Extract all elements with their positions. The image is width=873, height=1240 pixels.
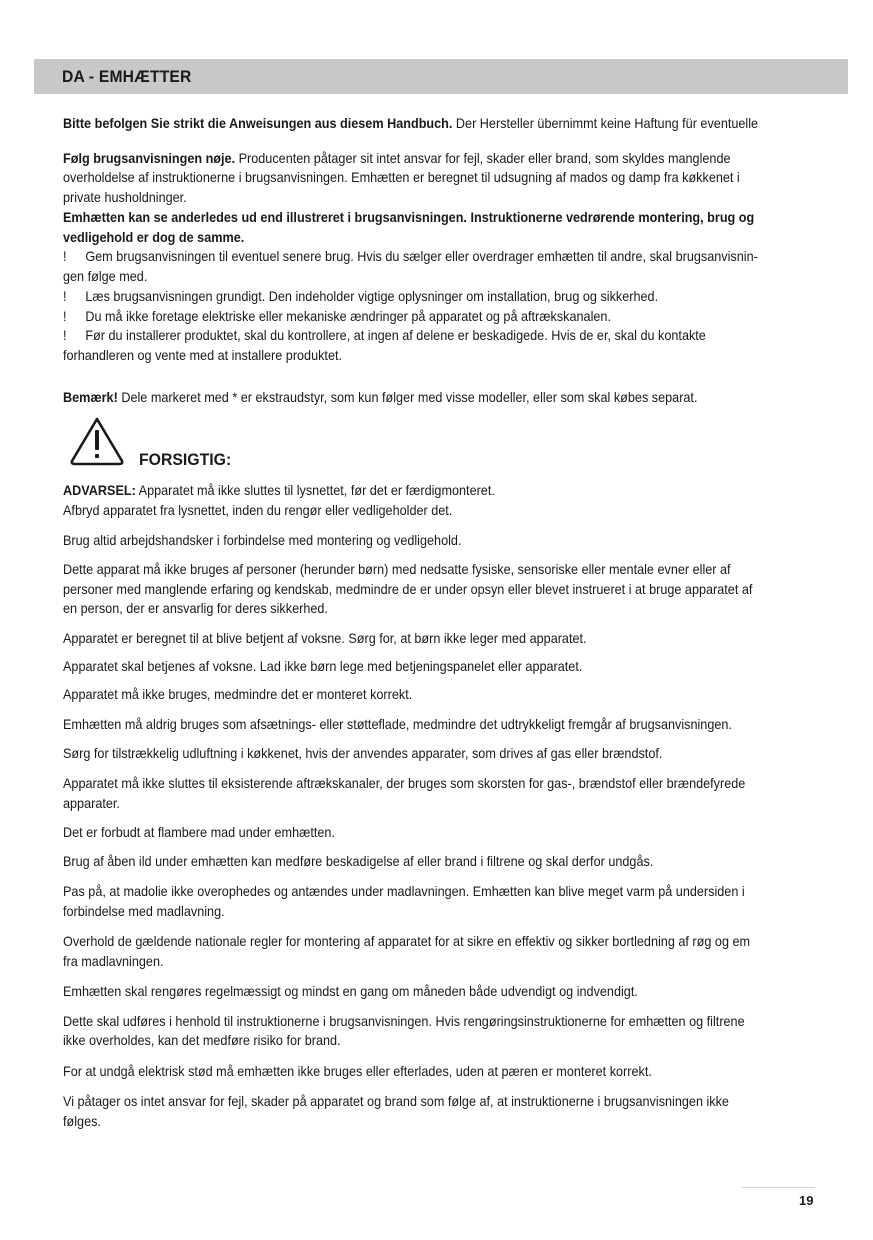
- warning-p15: For at undgå elektrisk stød må emhætten ikke bruges eller efterlades, uden at pæren er monteret korrekt.: [63, 1064, 652, 1079]
- bullet-2: [63, 287, 770, 307]
- warning-p3: Apparatet er beregnet til at blive betjent af voksne. Sørg for, at børn ikke leger med apparatet.: [63, 631, 587, 646]
- intro-german-rest: Der Hersteller übernimmt keine Haftung für eventuelle: [452, 116, 759, 131]
- bullet-1: [63, 247, 770, 267]
- warning-advarsel: [63, 481, 770, 501]
- note: [63, 388, 770, 408]
- warning-p10: Brug af åben ild under emhætten kan medføre beskadigelse af eller brand i filtrene og skal derfor undgås.: [63, 854, 654, 869]
- intro-line-2: overholdelse af instruktionerne i brugsanvisningen. Emhætten er beregnet til udsugning af mados og damp fra køkkenet i: [63, 170, 740, 185]
- advarsel-rest: Apparatet må ikke sluttes til lysnettet, før det er færdigmonteret.: [135, 483, 495, 498]
- warning-p12-l2: fra madlavningen.: [63, 954, 164, 969]
- footer-divider: [742, 1187, 815, 1188]
- warning-p1: Brug altid arbejdshandsker i forbindelse med montering og vedligehold.: [63, 533, 462, 548]
- intro-line-3: private husholdninger.: [63, 190, 187, 205]
- warning-p11-l1: Pas på, at madolie ikke overophedes og antændes under madlavningen. Emhætten kan blive meget varm på undersiden i: [63, 884, 745, 899]
- warning-p9: Det er forbudt at flambere mad under emhætten.: [63, 825, 335, 840]
- warning-p11-l2: forbindelse med madlavning.: [63, 904, 225, 919]
- bullet-4-cont: forhandleren og vente med at installere produktet.: [63, 348, 343, 363]
- warning-p8-l1: Apparatet må ikke sluttes til eksisterende aftrækskanaler, der bruges som skorsten for gas-, brændstof eller brændefyrede: [63, 776, 746, 791]
- bullet-3-text: Du må ikke foretage elektriske eller mekaniske ændringer på apparatet og på aftrækskanalen.: [85, 309, 611, 324]
- bullet-mark: !: [63, 249, 67, 264]
- warning-p2-l2: personer med manglende erfaring og kendskab, medmindre de er under opsyn eller blevet instrueret i at bruge apparatet af: [63, 582, 753, 597]
- intro-bold-line-2: [63, 228, 770, 248]
- warning-p16-l2: følges.: [63, 1114, 101, 1129]
- warning-p8-l2: apparater.: [63, 796, 120, 811]
- intro-bold-2b: vedligehold er dog de samme.: [63, 230, 245, 245]
- warning-p13: Emhætten skal rengøres regelmæssigt og mindst en gang om måneden både udvendigt og indvendigt.: [63, 984, 638, 999]
- intro-line-1-text: Producenten påtager sit intet ansvar for fejl, skader eller brand, som skyldes manglende: [235, 151, 731, 166]
- advarsel-line-2: Afbryd apparatet fra lysnettet, inden du rengør eller vedligeholder det.: [63, 503, 453, 518]
- page-number: 19: [799, 1193, 814, 1208]
- warning-p12-l1: Overhold de gældende nationale regler for montering af apparatet for at sikre en effektiv og sikker bortledning af røg og em: [63, 934, 751, 949]
- caution-title: FORSIGTIG:: [139, 450, 232, 469]
- intro-german-bold: Bitte befolgen Sie strikt die Anweisungen aus diesem Handbuch.: [63, 116, 453, 131]
- warning-p6: Emhætten må aldrig bruges som afsætnings- eller støtteflade, medmindre det udtrykkeligt fremgår af brugsanvisningen.: [63, 717, 732, 732]
- warning-p16-l1: Vi påtager os intet ansvar for fejl, skader på apparatet og brand som følge af, at instruktionerne i brugsanvisningen ikke: [63, 1094, 729, 1109]
- section-header-bar: [34, 59, 848, 94]
- warning-triangle-icon: [68, 415, 126, 467]
- warning-p2-l3: en person, der er ansvarlig for deres sikkerhed.: [63, 601, 328, 616]
- intro-bold-line-1: [63, 208, 770, 228]
- warning-p14-l2: ikke overholdes, kan det medføre risiko for brand.: [63, 1033, 341, 1048]
- intro-bold-2a: Emhætten kan se anderledes ud end illustreret i brugsanvisningen. Instruktionerne vedrørende montering, brug og: [63, 210, 755, 225]
- intro-bold: Følg brugsanvisningen nøje.: [63, 151, 236, 166]
- warning-p4: Apparatet skal betjenes af voksne. Lad ikke børn lege med betjeningspanelet eller apparatet.: [63, 659, 583, 674]
- intro-german: [63, 114, 770, 134]
- bullet-1-cont: gen følge med.: [63, 269, 148, 284]
- warning-p2-l1: Dette apparat må ikke bruges af personer (herunder børn) med nedsatte fysiske, sensoriske eller mentale evner eller af: [63, 562, 731, 577]
- bullet-4-text: Før du installerer produktet, skal du kontrollere, at ingen af delene er beskadigede. Hvis de er, skal du kontakte: [85, 328, 706, 343]
- bullet-mark: !: [63, 289, 67, 304]
- bullet-mark: !: [63, 328, 67, 343]
- bullet-1-text: Gem brugsanvisningen til eventuel senere brug. Hvis du sælger eller overdrager emhætten til andre, skal brugsanvisnin-: [85, 249, 758, 264]
- note-bold: Bemærk!: [63, 390, 118, 405]
- section-title: DA - EMHÆTTER: [62, 67, 192, 86]
- bullet-mark: !: [63, 309, 67, 324]
- bullet-3: [63, 307, 770, 327]
- warning-p7: Sørg for tilstrækkelig udluftning i køkkenet, hvis der anvendes apparater, som drives af gas eller brændstof.: [63, 746, 663, 761]
- advarsel-bold: ADVARSEL:: [63, 483, 136, 498]
- warning-p14-l1: Dette skal udføres i henhold til instruktionerne i brugsanvisningen. Hvis rengøringsinstruktionerne for emhætten og filtrene: [63, 1014, 745, 1029]
- warning-p5: Apparatet må ikke bruges, medmindre det er monteret korrekt.: [63, 687, 413, 702]
- intro-line-1: [63, 149, 770, 169]
- bullet-2-text: Læs brugsanvisningen grundigt. Den indeholder vigtige oplysninger om installation, brug og sikkerhed.: [85, 289, 659, 304]
- note-rest: Dele markeret med * er ekstraudstyr, som kun følger med visse modeller, eller som skal købes separat.: [117, 390, 698, 405]
- bullet-4: [63, 326, 770, 346]
